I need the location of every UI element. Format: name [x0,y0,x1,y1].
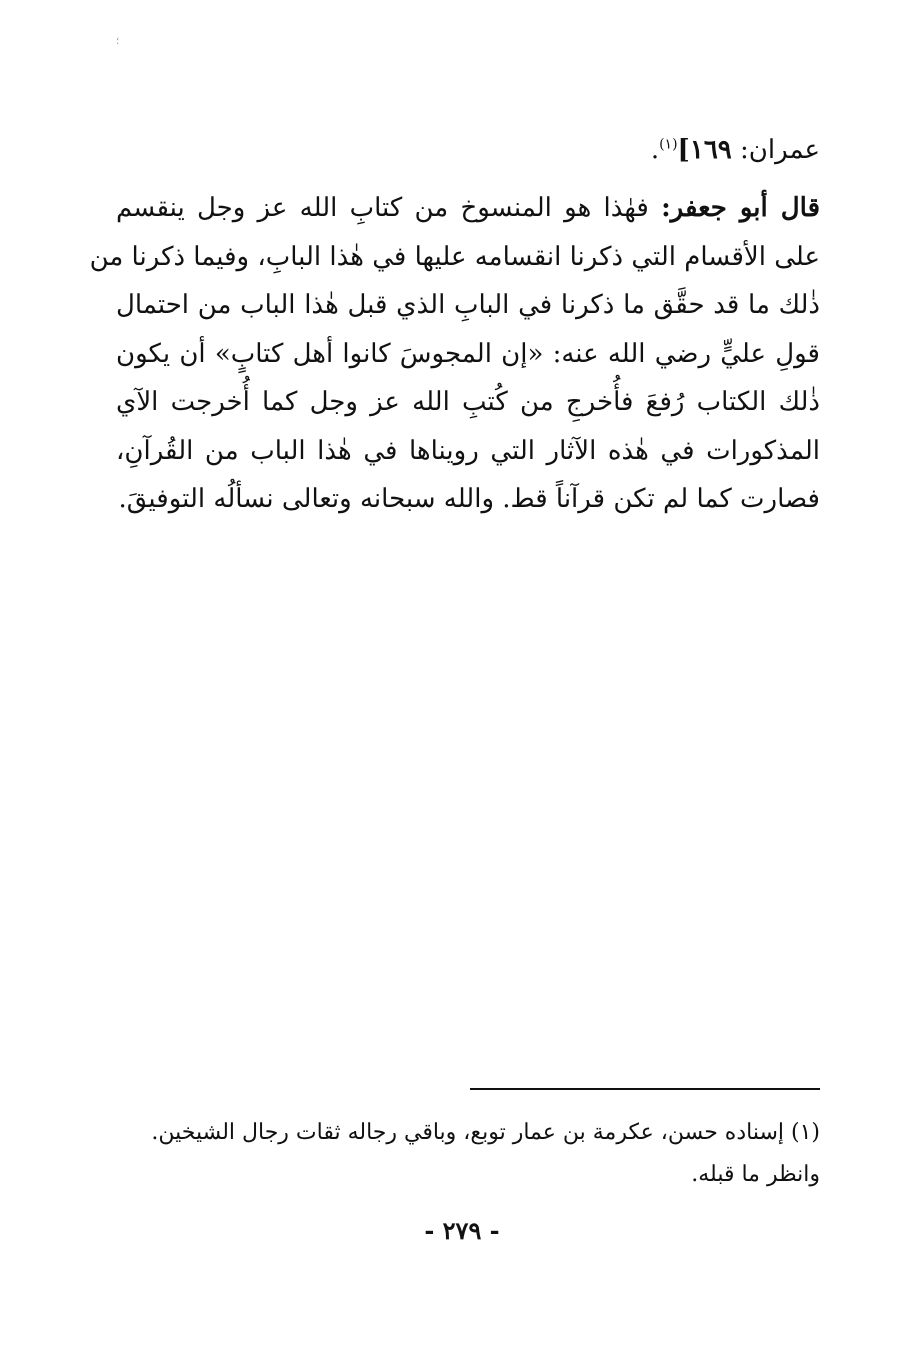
body-paragraph [89,184,821,524]
body-line-1: قال أبو جعفر: فهٰذا هو المنسوخ من كتابِ الله عز وجل ينقسم [116,193,820,223]
footnote-1: (١) إسناده حسن، عكرمة بن عمار توبع، وباقي رجاله ثقات رجال الشيخين. [151,1120,820,1145]
footnote-reference: (١) [659,136,678,153]
verse-number: ١٦٩] [677,135,732,165]
verse-reference-line [116,130,820,170]
speaker-opening: قال أبو جعفر: [661,193,820,223]
footnote-divider [470,1088,820,1090]
verse-suffix: . [650,135,660,165]
page-number: - ٢٧٩ - [424,1216,500,1245]
body-line-2: على الأقسام التي ذكرنا انقسامه عليها في هٰذا البابِ، وفيما ذكرنا من [89,241,820,272]
body-line-4: قولِ عليٍّ رضي الله عنه: «إن المجوسَ كانوا أهل كتابٍ» أن يكون [116,338,820,369]
corner-mark: ؛ [116,36,120,47]
footnotes [116,1112,820,1196]
body-line-3: ذٰلك ما قد حقَّق ما ذكرنا في البابِ الذي قبل هٰذا الباب من احتمال [116,290,820,320]
body-line-5: ذٰلك الكتاب رُفعَ فأُخرجِ من كُتبِ الله عز وجل كما أُخرجت الآي [116,387,821,417]
verse-prefix: عمران: [731,135,820,165]
body-line-7: فصارت كما لم تكن قرآناً قط. والله سبحانه وتعالى نسألُه التوفيقَ. [118,484,820,514]
body-line-6: المذكورات في هٰذه الآثار التي رويناها في هٰذا الباب من القُرآنِ، [116,435,820,466]
footnote-1-continuation: وانظر ما قبله. [691,1162,820,1187]
